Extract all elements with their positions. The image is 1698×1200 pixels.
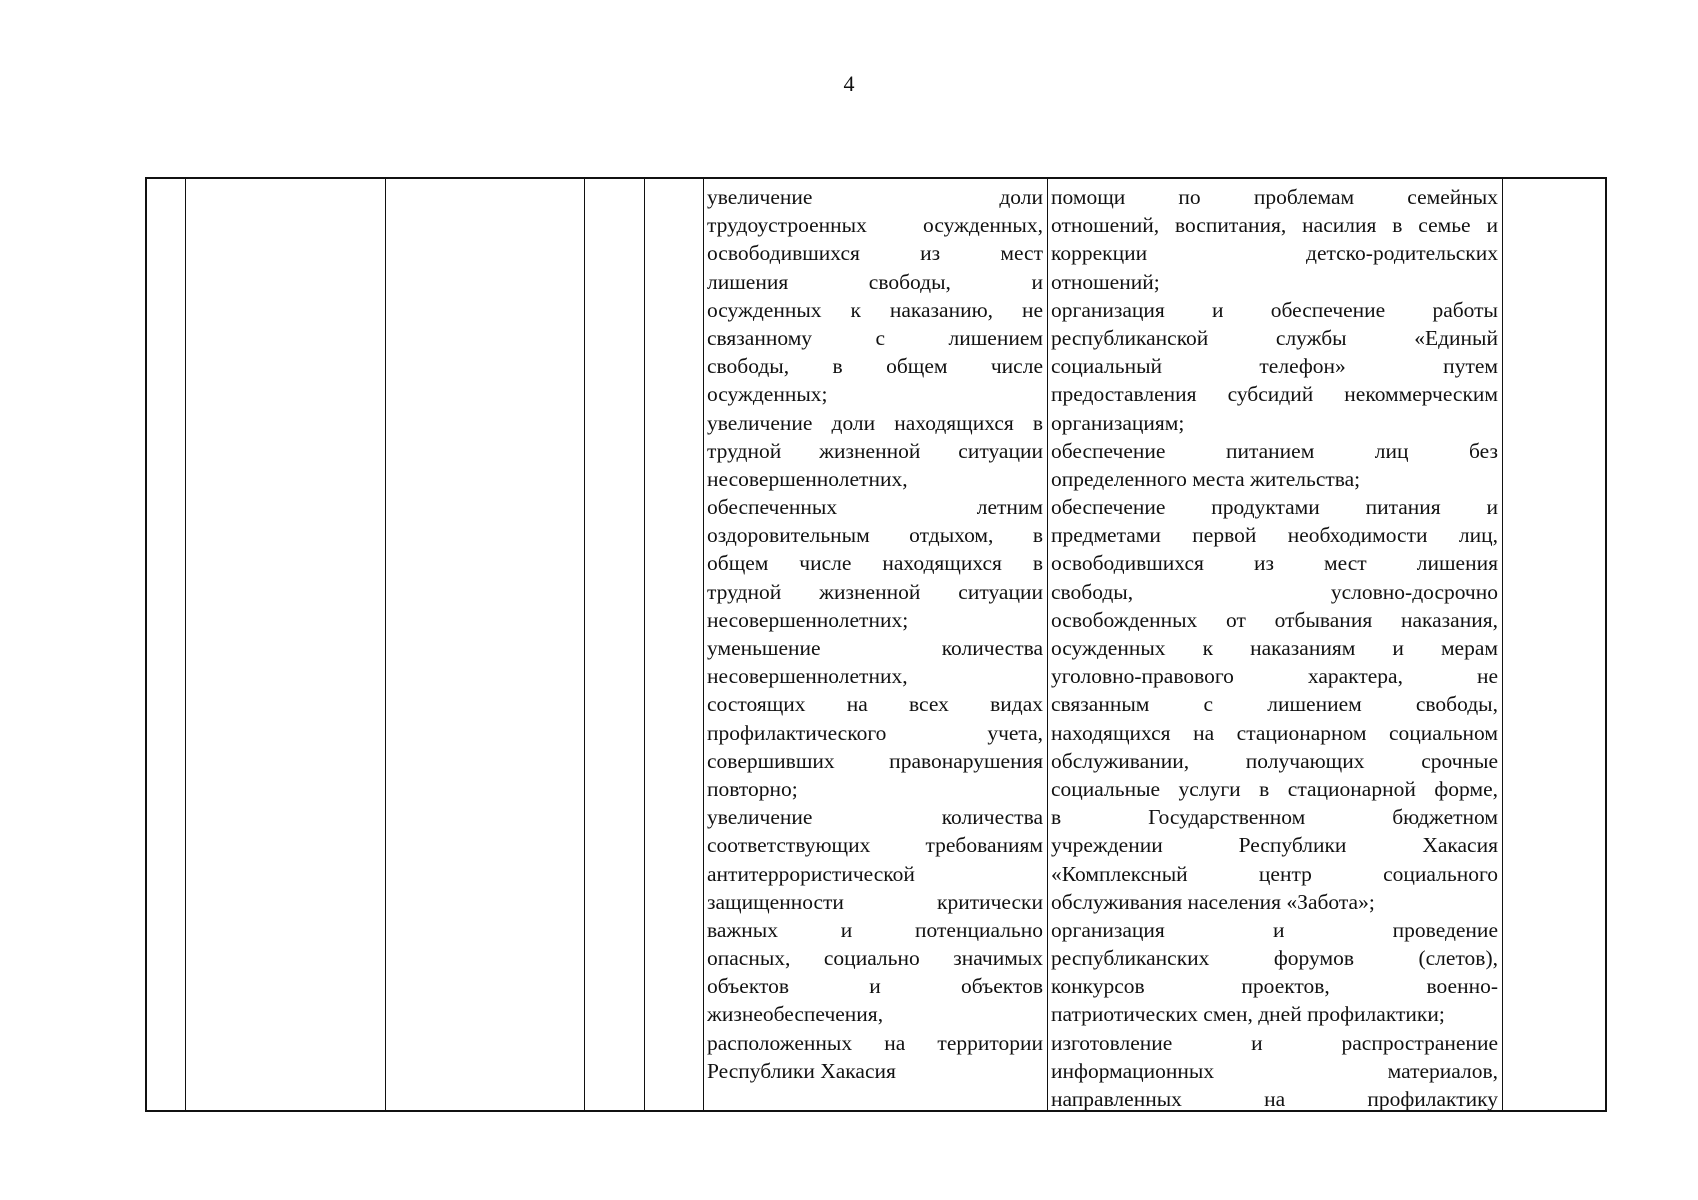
cell-line: осужденных; — [707, 382, 828, 407]
cell-line: организация и проведение — [1051, 917, 1498, 942]
cell-line: в Государственном бюджетном — [1051, 805, 1498, 830]
cell-line: трудоустроенных осужденных, — [707, 213, 1043, 238]
cell-line: отношений, воспитания, насилия в семье и — [1051, 213, 1498, 238]
cell-line: соответствующих требованиям — [707, 833, 1043, 858]
cell-line: защищенности критически — [707, 889, 1043, 914]
cell-line: социальные услуги в стационарной форме, — [1051, 776, 1498, 801]
cell-line: осужденных к наказанию, не — [707, 297, 1043, 322]
column-divider — [584, 179, 585, 1110]
cell-line: «Комплексный центр социального — [1051, 861, 1498, 886]
cell-line: расположенных на территории — [707, 1030, 1043, 1055]
cell-line: связанным с лишением свободы, — [1051, 692, 1498, 717]
cell-line: профилактического учета, — [707, 720, 1043, 745]
cell-line: повторно; — [707, 776, 798, 801]
cell-line: информационных материалов, — [1051, 1058, 1498, 1083]
cell-line: изготовление и распространение — [1051, 1030, 1498, 1055]
cell-line: совершивших правонарушения — [707, 748, 1043, 773]
column-divider — [385, 179, 386, 1110]
cell-line: определенного места жительства; — [1051, 466, 1361, 491]
cell-line: социальный телефон» путем — [1051, 354, 1498, 379]
cell-line: обеспечение продуктами питания и — [1051, 495, 1498, 520]
cell-line: общем числе находящихся в — [707, 551, 1043, 576]
cell-line: помощи по проблемам семейных — [1051, 185, 1498, 209]
cell-line: организация и обеспечение работы — [1051, 297, 1498, 322]
cell-line: объектов и объектов — [707, 974, 1043, 999]
cell-line: жизнеобеспечения, — [707, 1002, 884, 1027]
cell-line: увеличение доли — [707, 185, 1043, 209]
cell-line: республиканской службы «Единый — [1051, 325, 1498, 350]
column-divider — [1047, 179, 1048, 1110]
column-divider — [185, 179, 186, 1110]
cell-line: республиканских форумов (слетов), — [1051, 946, 1498, 971]
cell-line: трудной жизненной ситуации — [707, 438, 1043, 463]
cell-line: увеличение количества — [707, 805, 1043, 830]
cell-line: связанному с лишением — [707, 325, 1043, 350]
cell-line: предметами первой необходимости лиц, — [1051, 523, 1498, 548]
cell-line: обеспеченных летним — [707, 495, 1043, 520]
cell-line: отношений; — [1051, 269, 1160, 294]
page-number: 4 — [843, 71, 855, 96]
cell-line: патриотических смен, дней профилактики; — [1051, 1002, 1445, 1027]
measures-cell — [1051, 183, 1498, 1113]
cell-line: антитеррористической — [707, 861, 915, 886]
program-table — [145, 177, 1607, 1112]
cell-line: обслуживании, получающих срочные — [1051, 748, 1498, 773]
cell-line: несовершеннолетних, — [707, 664, 908, 689]
cell-line: направленных на профилактику — [1051, 1087, 1498, 1111]
cell-line: несовершеннолетних, — [707, 466, 908, 491]
cell-line: несовершеннолетних; — [707, 607, 909, 632]
cell-line: конкурсов проектов, военно- — [1051, 974, 1498, 999]
cell-line: уменьшение количества — [707, 636, 1043, 660]
cell-line: уголовно-правового характера, не — [1051, 664, 1498, 689]
cell-line: находящихся на стационарном социальном — [1051, 720, 1498, 745]
column-divider — [703, 179, 704, 1110]
cell-line: обслуживания населения «Забота»; — [1051, 889, 1375, 914]
cell-line: освобожденных от отбывания наказания, — [1051, 607, 1498, 632]
cell-line: свободы, условно-досрочно — [1051, 579, 1498, 604]
cell-line: увеличение доли находящихся в — [707, 410, 1043, 435]
column-divider — [644, 179, 645, 1110]
cell-line: опасных, социально значимых — [707, 946, 1043, 971]
cell-line: лишения свободы, и — [707, 269, 1043, 294]
cell-line: оздоровительным отдыхом, в — [707, 523, 1043, 548]
cell-line: учреждении Республики Хакасия — [1051, 833, 1498, 858]
cell-line: коррекции детско-родительских — [1051, 241, 1498, 266]
cell-line: организациям; — [1051, 410, 1185, 435]
cell-line: свободы, в общем числе — [707, 354, 1043, 379]
cell-line: осужденных к наказаниям и мерам — [1051, 636, 1498, 660]
cell-line: трудной жизненной ситуации — [707, 579, 1043, 604]
cell-line: состоящих на всех видах — [707, 692, 1043, 717]
cell-line: обеспечение питанием лиц без — [1051, 438, 1498, 463]
cell-line: освободившихся из мест — [707, 241, 1043, 266]
cell-line: Республики Хакасия — [707, 1058, 896, 1083]
indicators-cell — [707, 183, 1043, 1085]
cell-line: важных и потенциально — [707, 917, 1043, 942]
cell-line: предоставления субсидий некоммерческим — [1051, 382, 1498, 407]
column-divider — [1502, 179, 1503, 1110]
cell-line: освободившихся из мест лишения — [1051, 551, 1498, 576]
